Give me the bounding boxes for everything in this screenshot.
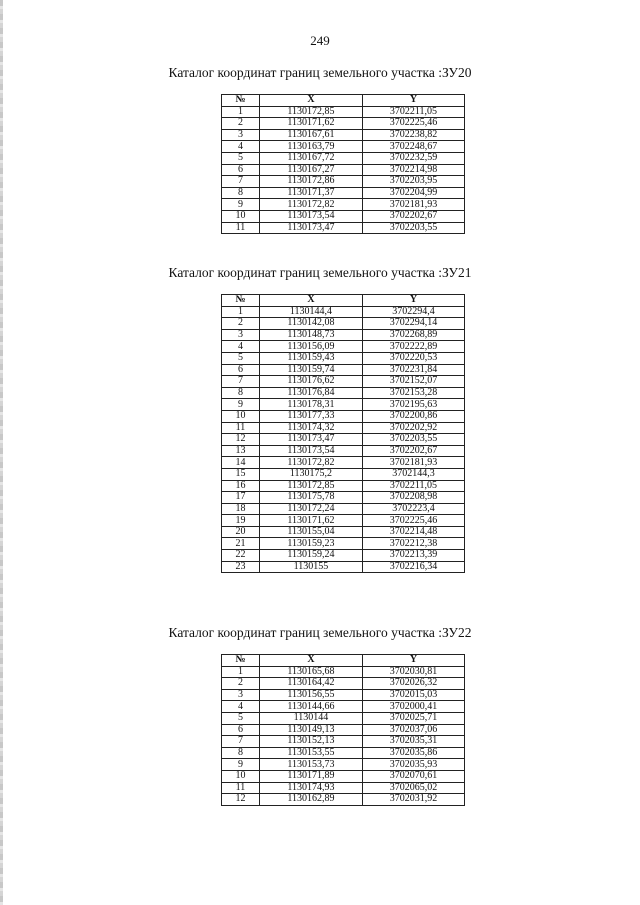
y-coordinate-cell: 3702181,93	[363, 457, 465, 469]
point-number-cell: 5	[222, 352, 260, 364]
y-coordinate-cell: 3702214,48	[363, 526, 465, 538]
y-coordinate-cell: 3702025,71	[363, 712, 465, 724]
y-coordinate-cell: 3702214,98	[363, 164, 465, 176]
table-row	[222, 503, 465, 515]
y-coordinate-cell: 3702030,81	[363, 666, 465, 678]
point-number-cell: 10	[222, 210, 260, 222]
header-y: Y	[363, 295, 465, 307]
section-title-zu20: Каталог координат границ земельного участка :ЗУ20	[168, 65, 472, 80]
table-row	[222, 538, 465, 550]
point-number-cell: 13	[222, 445, 260, 457]
x-coordinate-cell: 1130173,47	[260, 222, 363, 234]
point-number-cell: 20	[222, 526, 260, 538]
x-coordinate-cell: 1130173,54	[260, 445, 363, 457]
x-coordinate-cell: 1130172,82	[260, 457, 363, 469]
x-coordinate-cell: 1130171,89	[260, 770, 363, 782]
x-coordinate-cell: 1130159,74	[260, 364, 363, 376]
table-row	[222, 794, 465, 806]
x-coordinate-cell: 1130176,62	[260, 376, 363, 388]
point-number-cell: 6	[222, 164, 260, 176]
y-coordinate-cell: 3702026,32	[363, 678, 465, 690]
x-coordinate-cell: 1130165,68	[260, 666, 363, 678]
point-number-cell: 5	[222, 152, 260, 164]
x-coordinate-cell: 1130167,27	[260, 164, 363, 176]
point-number-cell: 7	[222, 176, 260, 188]
table-header-row	[222, 655, 465, 667]
y-coordinate-cell: 3702035,86	[363, 747, 465, 759]
x-coordinate-cell: 1130144,4	[260, 306, 363, 318]
point-number-cell: 4	[222, 341, 260, 353]
table-row	[222, 199, 465, 211]
x-coordinate-cell: 1130144	[260, 712, 363, 724]
table-row	[222, 689, 465, 701]
point-number-cell: 10	[222, 410, 260, 422]
point-number-cell: 6	[222, 364, 260, 376]
point-number-cell: 11	[222, 782, 260, 794]
table-row	[222, 387, 465, 399]
x-coordinate-cell: 1130174,32	[260, 422, 363, 434]
y-coordinate-cell: 3702225,46	[363, 118, 465, 130]
header-number: №	[222, 655, 260, 667]
coordinates-table-zu22	[221, 654, 465, 806]
table-body	[222, 666, 465, 805]
y-coordinate-cell: 3702208,98	[363, 492, 465, 504]
x-coordinate-cell: 1130172,24	[260, 503, 363, 515]
table-row	[222, 187, 465, 199]
x-coordinate-cell: 1130162,89	[260, 794, 363, 806]
y-coordinate-cell: 3702220,53	[363, 352, 465, 364]
x-coordinate-cell: 1130172,86	[260, 176, 363, 188]
y-coordinate-cell: 3702203,55	[363, 434, 465, 446]
table-row	[222, 364, 465, 376]
section-title-zu21: Каталог координат границ земельного участка :ЗУ21	[168, 265, 472, 280]
point-number-cell: 3	[222, 329, 260, 341]
y-coordinate-cell: 3702204,99	[363, 187, 465, 199]
point-number-cell: 5	[222, 712, 260, 724]
y-coordinate-cell: 3702065,02	[363, 782, 465, 794]
point-number-cell: 9	[222, 399, 260, 411]
point-number-cell: 8	[222, 187, 260, 199]
x-coordinate-cell: 1130148,73	[260, 329, 363, 341]
table-row	[222, 329, 465, 341]
y-coordinate-cell: 3702031,92	[363, 794, 465, 806]
page-number: 249	[310, 33, 330, 48]
point-number-cell: 4	[222, 141, 260, 153]
y-coordinate-cell: 3702268,89	[363, 329, 465, 341]
coordinates-table-zu21	[221, 294, 465, 573]
table-row	[222, 747, 465, 759]
x-coordinate-cell: 1130171,62	[260, 515, 363, 527]
x-coordinate-cell: 1130142,08	[260, 318, 363, 330]
table-row	[222, 306, 465, 318]
y-coordinate-cell: 3702000,41	[363, 701, 465, 713]
point-number-cell: 16	[222, 480, 260, 492]
x-coordinate-cell: 1130164,42	[260, 678, 363, 690]
x-coordinate-cell: 1130172,85	[260, 106, 363, 118]
point-number-cell: 3	[222, 129, 260, 141]
y-coordinate-cell: 3702232,59	[363, 152, 465, 164]
point-number-cell: 6	[222, 724, 260, 736]
x-coordinate-cell: 1130156,55	[260, 689, 363, 701]
y-coordinate-cell: 3702015,03	[363, 689, 465, 701]
y-coordinate-cell: 3702200,86	[363, 410, 465, 422]
point-number-cell: 7	[222, 376, 260, 388]
y-coordinate-cell: 3702212,38	[363, 538, 465, 550]
point-number-cell: 23	[222, 561, 260, 573]
y-coordinate-cell: 3702216,34	[363, 561, 465, 573]
table-row	[222, 129, 465, 141]
point-number-cell: 10	[222, 770, 260, 782]
table-row	[222, 422, 465, 434]
point-number-cell: 8	[222, 747, 260, 759]
x-coordinate-cell: 1130174,93	[260, 782, 363, 794]
x-coordinate-cell: 1130167,61	[260, 129, 363, 141]
y-coordinate-cell: 3702153,28	[363, 387, 465, 399]
table-row	[222, 141, 465, 153]
y-coordinate-cell: 3702181,93	[363, 199, 465, 211]
table-row	[222, 526, 465, 538]
y-coordinate-cell: 3702211,05	[363, 480, 465, 492]
table-row	[222, 106, 465, 118]
x-coordinate-cell: 1130144,66	[260, 701, 363, 713]
x-coordinate-cell: 1130159,24	[260, 550, 363, 562]
header-x: X	[260, 95, 363, 107]
point-number-cell: 18	[222, 503, 260, 515]
table-row	[222, 515, 465, 527]
y-coordinate-cell: 3702294,14	[363, 318, 465, 330]
point-number-cell: 4	[222, 701, 260, 713]
y-coordinate-cell: 3702202,67	[363, 445, 465, 457]
header-x: X	[260, 655, 363, 667]
y-coordinate-cell: 3702223,4	[363, 503, 465, 515]
y-coordinate-cell: 3702035,31	[363, 736, 465, 748]
header-x: X	[260, 295, 363, 307]
x-coordinate-cell: 1130159,43	[260, 352, 363, 364]
table-row	[222, 782, 465, 794]
point-number-cell: 12	[222, 434, 260, 446]
point-number-cell: 15	[222, 468, 260, 480]
point-number-cell: 22	[222, 550, 260, 562]
y-coordinate-cell: 3702202,67	[363, 210, 465, 222]
table-row	[222, 341, 465, 353]
y-coordinate-cell: 3702294,4	[363, 306, 465, 318]
x-coordinate-cell: 1130153,73	[260, 759, 363, 771]
x-coordinate-cell: 1130172,82	[260, 199, 363, 211]
table-row	[222, 561, 465, 573]
x-coordinate-cell: 1130175,78	[260, 492, 363, 504]
point-number-cell: 2	[222, 678, 260, 690]
header-number: №	[222, 295, 260, 307]
point-number-cell: 7	[222, 736, 260, 748]
y-coordinate-cell: 3702203,55	[363, 222, 465, 234]
point-number-cell: 12	[222, 794, 260, 806]
table-row	[222, 445, 465, 457]
point-number-cell: 19	[222, 515, 260, 527]
point-number-cell: 8	[222, 387, 260, 399]
table-row	[222, 457, 465, 469]
table-row	[222, 736, 465, 748]
y-coordinate-cell: 3702152,07	[363, 376, 465, 388]
x-coordinate-cell: 1130178,31	[260, 399, 363, 411]
table-row	[222, 222, 465, 234]
point-number-cell: 3	[222, 689, 260, 701]
table-row	[222, 492, 465, 504]
x-coordinate-cell: 1130167,72	[260, 152, 363, 164]
coordinates-table-zu20	[221, 94, 465, 234]
y-coordinate-cell: 3702070,61	[363, 770, 465, 782]
x-coordinate-cell: 1130163,79	[260, 141, 363, 153]
point-number-cell: 2	[222, 118, 260, 130]
point-number-cell: 2	[222, 318, 260, 330]
table-header-row	[222, 295, 465, 307]
header-y: Y	[363, 95, 465, 107]
header-number: №	[222, 95, 260, 107]
table-row	[222, 770, 465, 782]
y-coordinate-cell: 3702222,89	[363, 341, 465, 353]
table-row	[222, 701, 465, 713]
y-coordinate-cell: 3702238,82	[363, 129, 465, 141]
table-row	[222, 376, 465, 388]
y-coordinate-cell: 3702037,06	[363, 724, 465, 736]
x-coordinate-cell: 1130155,04	[260, 526, 363, 538]
point-number-cell: 14	[222, 457, 260, 469]
x-coordinate-cell: 1130156,09	[260, 341, 363, 353]
y-coordinate-cell: 3702144,3	[363, 468, 465, 480]
header-y: Y	[363, 655, 465, 667]
y-coordinate-cell: 3702213,39	[363, 550, 465, 562]
scan-edge	[0, 0, 3, 905]
point-number-cell: 21	[222, 538, 260, 550]
table-row	[222, 210, 465, 222]
point-number-cell: 11	[222, 422, 260, 434]
table-row	[222, 480, 465, 492]
table-row	[222, 164, 465, 176]
table-header-row	[222, 95, 465, 107]
table-row	[222, 759, 465, 771]
y-coordinate-cell: 3702195,63	[363, 399, 465, 411]
x-coordinate-cell: 1130153,55	[260, 747, 363, 759]
x-coordinate-cell: 1130159,23	[260, 538, 363, 550]
table-row	[222, 678, 465, 690]
table-row	[222, 152, 465, 164]
table-row	[222, 550, 465, 562]
x-coordinate-cell: 1130173,54	[260, 210, 363, 222]
point-number-cell: 1	[222, 306, 260, 318]
table-row	[222, 724, 465, 736]
x-coordinate-cell: 1130149,13	[260, 724, 363, 736]
table-row	[222, 318, 465, 330]
point-number-cell: 1	[222, 106, 260, 118]
y-coordinate-cell: 3702035,93	[363, 759, 465, 771]
table-row	[222, 666, 465, 678]
y-coordinate-cell: 3702231,84	[363, 364, 465, 376]
section-title-zu22: Каталог координат границ земельного участка :ЗУ22	[168, 625, 472, 640]
y-coordinate-cell: 3702248,67	[363, 141, 465, 153]
x-coordinate-cell: 1130175,2	[260, 468, 363, 480]
y-coordinate-cell: 3702211,05	[363, 106, 465, 118]
table-row	[222, 399, 465, 411]
table-row	[222, 352, 465, 364]
x-coordinate-cell: 1130177,33	[260, 410, 363, 422]
x-coordinate-cell: 1130172,85	[260, 480, 363, 492]
point-number-cell: 1	[222, 666, 260, 678]
table-body	[222, 306, 465, 573]
y-coordinate-cell: 3702225,46	[363, 515, 465, 527]
y-coordinate-cell: 3702202,92	[363, 422, 465, 434]
table-row	[222, 118, 465, 130]
y-coordinate-cell: 3702203,95	[363, 176, 465, 188]
table-row	[222, 468, 465, 480]
x-coordinate-cell: 1130155	[260, 561, 363, 573]
x-coordinate-cell: 1130176,84	[260, 387, 363, 399]
x-coordinate-cell: 1130173,47	[260, 434, 363, 446]
table-row	[222, 712, 465, 724]
point-number-cell: 11	[222, 222, 260, 234]
table-row	[222, 176, 465, 188]
point-number-cell: 17	[222, 492, 260, 504]
table-row	[222, 410, 465, 422]
point-number-cell: 9	[222, 759, 260, 771]
table-body	[222, 106, 465, 234]
x-coordinate-cell: 1130171,62	[260, 118, 363, 130]
x-coordinate-cell: 1130152,13	[260, 736, 363, 748]
table-row	[222, 434, 465, 446]
x-coordinate-cell: 1130171,37	[260, 187, 363, 199]
point-number-cell: 9	[222, 199, 260, 211]
